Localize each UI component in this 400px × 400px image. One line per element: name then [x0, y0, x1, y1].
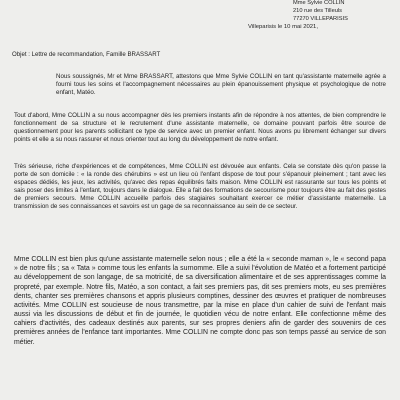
paragraph-intro: Nous soussignés, Mr et Mme BRASSART, attestons que Mme Sylvie COLLIN en tant qu'assistante maternelle agrée a fourni tous les soins et l'accompagnement nécessaires au plein épanouissement physique et psychologique de notre enfant, Matéo.: [56, 73, 386, 97]
paragraph-serious: Très sérieuse, riche d'expériences et de compétences, Mme COLLIN est dévouée aux enfants. Cela se constate dès qu'on passe la porte de son domicile : « la ronde des chérubins » est un lieu où l'enfant dispose de tout pour s'épanouir pleinement ; tant avec les espaces dédiés, les jeux, les activités, qu'avec des repas équilibrés faits maison. Mme COLLIN est rassurante sur tous les points et sais poser des limites à l'enfant, toujours dans le dialogue. Elle a fait des formations de secourisme pour toujours être au fait des gestes de premiers secours. Mme COLLIN accueille parfois des stagiaires souhaitant exercer ce métier d'assistante maternelle. La transmission de ses connaissances et savoirs est un gage de sa reconnaissance au sein de ce secteur.: [14, 163, 386, 211]
paragraph-first: Tout d'abord, Mme COLLIN a su nous accompagner dès les premiers instants afin de répondre à nos attentes, de bien comprendre le fonctionnement de sa structure et le recrutement d'une assistante maternelle, ce domaine pouvant parfois être source de questionnement pour les parents sollicitant ce type de service avec un premier enfant. Nous avons pu librement échanger sur divers points et elle a su nous rassurer et nous orienter tout au long du développement de notre enfant.: [14, 112, 386, 144]
place-date: Villeparisis le 10 mai 2021,: [248, 24, 318, 30]
paragraph-more-than: Mme COLLIN est bien plus qu'une assistante maternelle selon nous ; elle a été la « seconde maman », le « second papa » de notre fils ; sa « Tata » comme tous les enfants la surnomme. Elle a suivi l'évolution de Matéo et a fortement participé au développement de son langage, de sa motricité, de sa diversification alimentaire et de ses apprentissages comme la propreté, par exemple. Notre fils, Matéo, a son contact, a fait ses premiers pas, dit ses premiers mots, eu ses premières dents, chanter ses premières chansons et appris plusieurs comptines, dessiner des œuvres et pratiquer de nombreuses activités. Mme COLLIN est soucieuse de nous transmettre, par la mise en place d'un cahier de suivi de l'enfant mais aussi via les discussions de début et fin de journée, le quotidien vécu de notre enfant. Elle confectionne même des cahiers d'activités, des cadeaux destinés aux parents, sur ses propres deniers afin de garder des souvenirs de ces premières années de l'enfance tant importantes. Mme COLLIN ne compte donc pas son temps passé au service de son métier.: [14, 256, 386, 346]
sender-street: 210 rue des Tilleuls: [293, 7, 343, 14]
letter-object: Objet : Lettre de recommandation, Famille BRASSART: [12, 51, 161, 58]
sender-address: [293, 0, 393, 24]
sender-city: 77270 VILLEPARISIS: [293, 15, 348, 22]
sender-name: Mme Sylvie COLLIN: [293, 0, 345, 6]
